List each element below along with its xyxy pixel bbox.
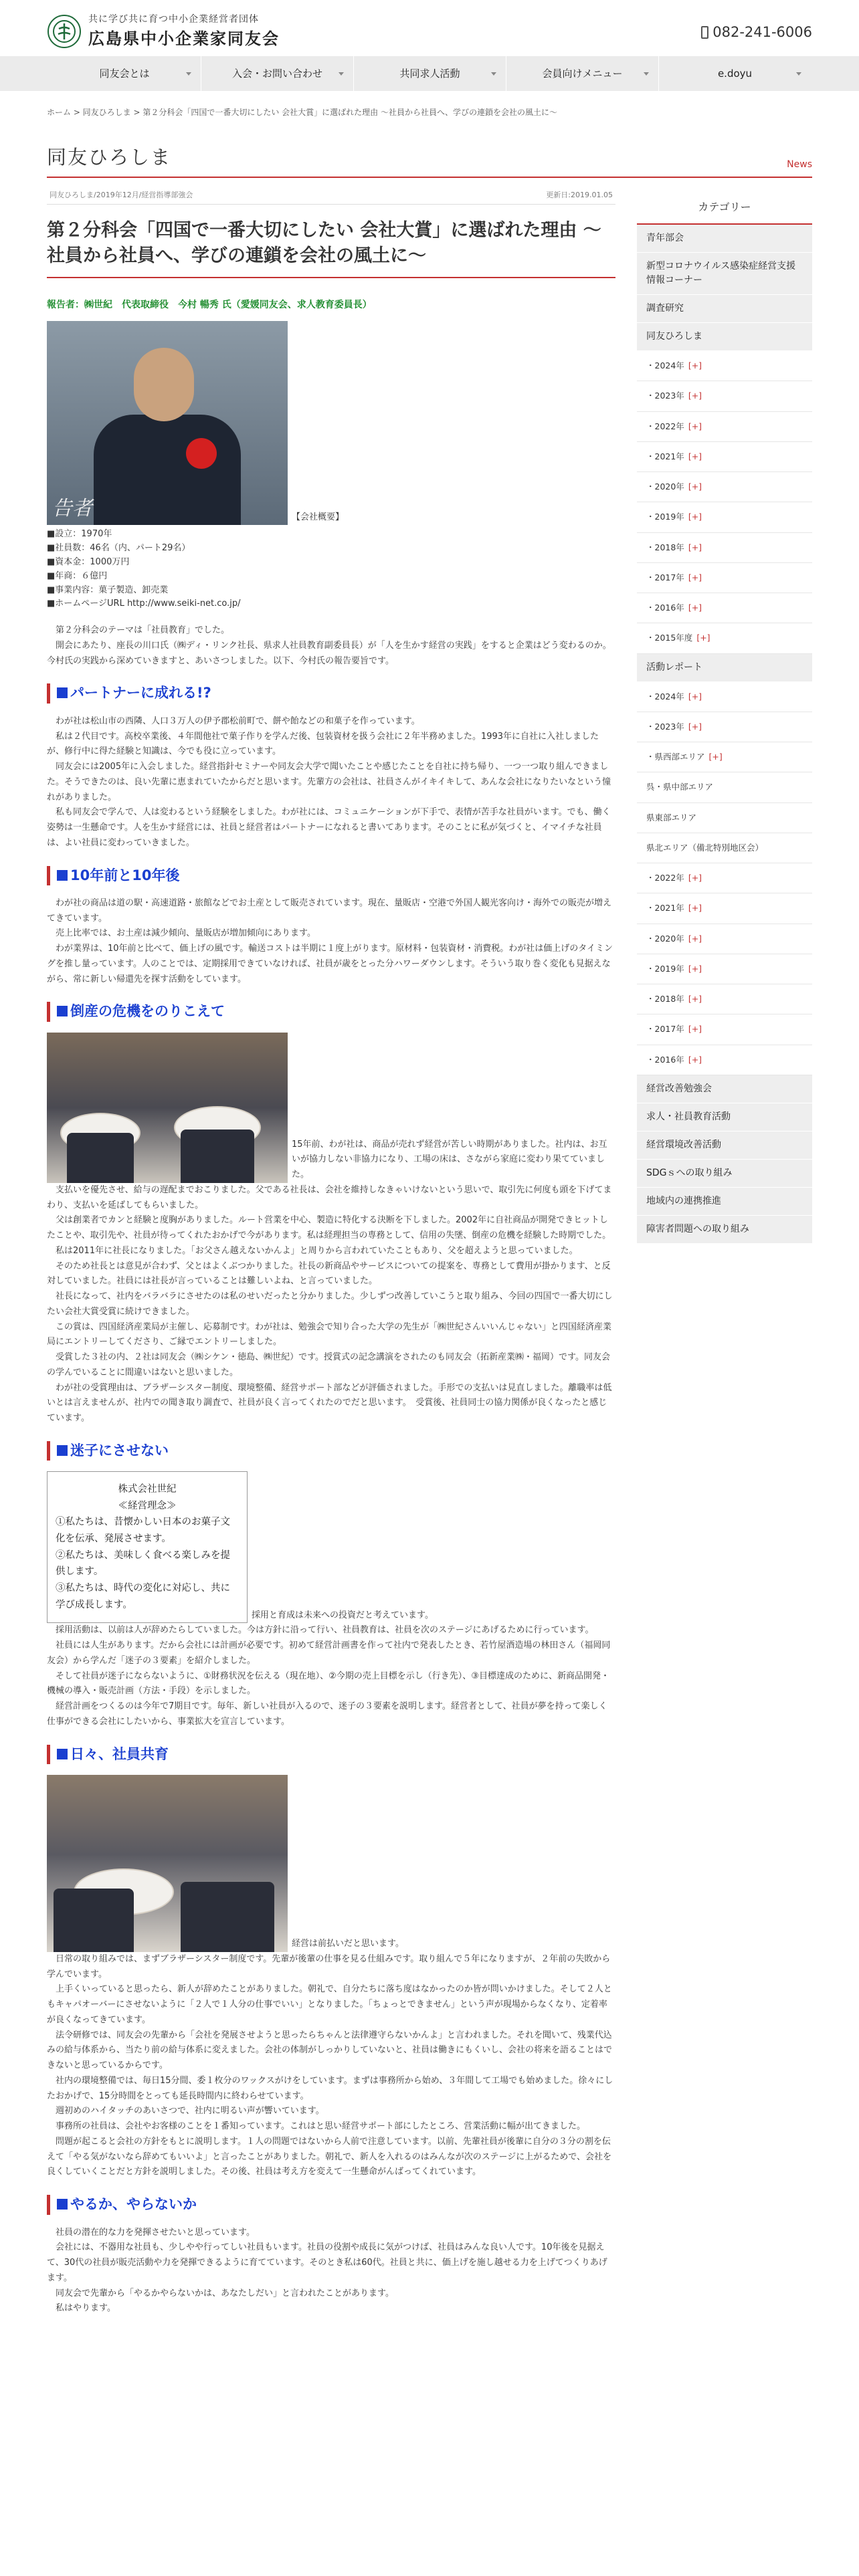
company-sales: ■年商：６億円	[47, 570, 108, 581]
session-caption: 経営は前払いだと思います。	[292, 1939, 404, 1949]
title-divider	[47, 177, 812, 178]
philosophy-caption: 採用と育成は未来への投資だと考えています。	[252, 1610, 434, 1620]
body-paragraph: 私も同友会で学んで、人は変わるという経験をしました。わが社には、コミュニケーションが下手で、表情が苦手な社員がいます。でも、働く姿勢は一生懸命です。人を生かす経営には、社員と経営者はパートナーになれると書いてあります。そのことに私が気づくと、イマイチな社員は、よい社員に変わっていきました。	[47, 807, 611, 848]
sidebar-year[interactable]: ・2018年 [+]	[637, 533, 812, 563]
expand-icon: [+]	[688, 421, 702, 431]
nav-item-member-menu[interactable]: 会員向けメニュー	[506, 56, 658, 91]
expand-icon: [+]	[688, 873, 702, 883]
body-paragraph: 受賞した３社の内、２社は同友会（㈱シケン・徳島、㈱世紀）です。授賞式の記念講演をされたのも同友会（拓新産業㈱・福岡）です。同友会の学んでいることに間違いはないと思いました。	[47, 1352, 611, 1378]
body-paragraph: 経営計画をつくるのは今年で7期目です。毎年、新しい社員が入るので、迷子の３要素を説明します。経営者として、社員が夢を持って楽しく仕事ができる会社にしたいから、事業拡大を宣言しています。	[47, 1701, 607, 1727]
sidebar-year[interactable]: ・2021年 [+]	[637, 893, 812, 924]
expand-icon: [+]	[688, 451, 702, 461]
body-paragraph: 問題が起こると会社の方針をもとに説明します。１人の問題ではないから人前で注意しています。以前、先輩社員が後輩に自分の３分の割を伝えて「やる気がないなら辞めてもいいよ」と言ったことがありました。朝礼で、新人を入れるのはみんなが次のステージに上がるためで、会社を良くしていくことだと方針を説明しました。その後、社員は考え方を変えて一生懸命がんばってくれています。	[47, 2136, 611, 2177]
expand-icon: [+]	[688, 542, 702, 552]
company-capital: ■資本金：1000万円	[47, 556, 130, 567]
philosophy-item: ①私たちは、昔懐かしい日本のお菓子文化を伝承、発展させます。	[56, 1517, 230, 1545]
section-heading: 迷子にさせない	[47, 1441, 615, 1461]
sidebar-year[interactable]: ・2016年 [+]	[637, 593, 812, 623]
body-paragraph: 支払いを優先させ、給与の遅配までおこりました。父である社長は、会社を維持しなきゃいけないという思いで、取引先に何度も頭を下げてまわり、支払いを延ばしてもらいました。	[47, 1184, 612, 1210]
sidebar-year[interactable]: ・2016年 [+]	[637, 1045, 812, 1075]
attendees	[67, 1133, 134, 1183]
speaker-body	[94, 415, 241, 525]
body-paragraph: 売上比率では、お土産は減少傾向、量販店が増加傾向にあります。	[56, 928, 316, 939]
sidebar-item-sdgs[interactable]: SDGｓへの取り組み	[637, 1160, 812, 1188]
body-paragraph: 私は２代目です。高校卒業後、４年間他社で菓子作りを学んだ後、包装資材を扱う会社に２年半務めました。1993年に自社に入社しましたが、修行中に得た経験と知識は、今でも役に立っています。	[47, 731, 599, 757]
site-header	[0, 0, 859, 56]
sidebar-item-recruit[interactable]: 求人・社員教育活動	[637, 1103, 812, 1132]
square-icon	[57, 870, 68, 881]
intro-paragraph: 第２分科会のテーマは「社員教育」でした。	[56, 625, 230, 636]
breadcrumb[interactable]: ホーム > 同友ひろしま > 第２分科会「四国で一番大切にしたい 会社大賞」に選ばれた理由 ～社員から社員へ、学びの連鎖を会社の風土に～	[47, 108, 558, 117]
section-heading: パートナーに成れる!?	[47, 683, 615, 703]
square-icon	[57, 1445, 68, 1456]
body-paragraph: 私はやります。	[56, 2303, 116, 2314]
sidebar-year[interactable]: ・2015年度 [+]	[637, 623, 812, 653]
body-paragraph: 社員の潜在的な力を発揮させたいと思っています。	[56, 2227, 255, 2238]
site-tagline: 共に学び共に育つ中小企業経営者団体	[88, 14, 259, 25]
banquet-photo	[47, 1033, 288, 1183]
sidebar-year[interactable]: ・2019年 [+]	[637, 502, 812, 532]
sidebar-item-regional[interactable]: 地域内の連携推進	[637, 1188, 812, 1216]
company-employees: ■社員数：46名（内、パート29名）	[47, 543, 191, 554]
nav-item-join[interactable]: 入会・お問い合わせ	[201, 56, 353, 91]
expand-icon: [+]	[688, 391, 702, 401]
expand-icon: [+]	[688, 994, 702, 1004]
session-photo	[47, 1775, 288, 1952]
section-heading: やるか、やらないか	[47, 2195, 615, 2214]
expand-icon: [+]	[688, 721, 702, 732]
body-paragraph: わが社は松山市の西隣、人口３万人の伊予郡松前町で、餅や飴などの和菓子を作っています。	[56, 716, 420, 726]
intro-paragraph: 開会にあたり、座長の川口氏（㈱ディ・リンク社長、県求人社員教育副委員長）が「人を生かす経営の実践」をすると企業はどう変わるのか。今村氏の実践から深めていきますと、あいさつしました。以下、今村氏の報告要旨です。	[47, 640, 611, 666]
article	[47, 187, 615, 2317]
speaker-photo	[47, 321, 288, 525]
square-icon	[57, 1749, 68, 1759]
body-paragraph: わが社の受賞理由は、ブラザーシスター制度、環境整備、経営サポート部などが評価されました。手形での支払いは見直しました。離職率は低いとは言えませんが、社内での聞き取り調査で、社員が良く言ってくれたのでだと思います。 受賞後、社員同士の協力関係が良くなったと感じています。	[47, 1382, 612, 1424]
sidebar-year[interactable]: ・2023年 [+]	[637, 712, 812, 742]
page-title-en: News	[787, 159, 812, 170]
attendees	[54, 1889, 134, 1952]
philosophy-item: ③私たちは、時代の変化に対応し、共に学び成長します。	[56, 1583, 230, 1610]
phone-number[interactable]	[701, 20, 812, 45]
attendees	[181, 1130, 254, 1183]
sidebar-year[interactable]: ・2017年 [+]	[637, 1014, 812, 1045]
company-info	[47, 528, 615, 611]
sidebar-year[interactable]: ・2019年 [+]	[637, 954, 812, 984]
expand-icon: [+]	[688, 691, 702, 702]
body-paragraph: 同友会には2005年に入会しました。経営指針セミナーや同友会大学で聞いたことや感じたことを自社に持ち帰り、一つ一つ取り組んできました。そうできたのは、良い先輩に恵まれていたからだと思います。先輩方の会社は、社員さんがイキイキして、あんな会社になりたいなという憧れがありました。	[47, 762, 611, 802]
expand-icon: [+]	[708, 752, 723, 762]
body-paragraph: そのため社長とは意見が合わず、父とはよくぶつかりました。社長の新商品やサービスについての提案を、専務として費用が掛かります、と反対していました。社員には社長が言っていることは難しいよね、と言っていました。	[47, 1261, 611, 1287]
company-business: ■事業内容：菓子製造、卸売業	[47, 584, 169, 595]
sidebar-year[interactable]: ・2020年 [+]	[637, 924, 812, 954]
speaker-head	[134, 348, 194, 421]
phone-text: 082-241-6006	[712, 24, 812, 40]
management-philosophy	[47, 1471, 248, 1623]
section-heading: 倒産の危機をのりこえて	[47, 1002, 615, 1021]
sidebar-area-link[interactable]: 県東部エリア	[637, 803, 812, 833]
sidebar-title: カテゴリー	[637, 194, 812, 225]
sidebar	[637, 194, 812, 1244]
body-paragraph: わが社の商品は道の駅・高速道路・旅館などでお土産として販売されています。現在、量販店・空港で外国人観光客向け・海外での販売が増えてきています。	[47, 897, 611, 924]
section-heading: 日々、社員共育	[47, 1745, 615, 1764]
body-paragraph: わが業界は、10年前と比べて、価上げの風です。輸送コストは半期に１度上がります。原材料・包装資材・消費税。わが社は価上げのタイミングを推し量っています。人のことでは、定期採用できていなければ、社員が歳をとった分ハワーダウンします。そういう取り巻く変化も見据えながら、常に新しい帰還先を探す活動をしています。	[47, 944, 613, 984]
body-paragraph: そして社員が迷子にならないように、①財務状況を伝える（現在地）、②今期の売上目標を示し（行き先）、③目標達成のために、新商品開発・機械の導入・販売計画（方法・手段）を示しました。	[47, 1671, 609, 1697]
expand-icon: [+]	[688, 512, 702, 522]
body-paragraph: 社内の環境整備では、毎日15分間、委１枚分のワックスがけをしています。まずは事務所から始め、３年間して工場でも始めました。徐々にしたおかげで、15分時間をとっても延長時間内に終わらせています。	[47, 2075, 613, 2101]
philosophy-title: ≪経営理念≫	[118, 1500, 177, 1511]
site-name[interactable]: 広島県中小企業家同友会	[88, 29, 280, 48]
expand-icon: [+]	[688, 1024, 702, 1035]
sidebar-year[interactable]: ・2018年 [+]	[637, 984, 812, 1014]
body-paragraph: 事務所の社員は、会社やお客様のことを１番知っています。これはと思い経営サポート部にしたところ、営業活動に幅が出てきました。	[56, 2121, 585, 2132]
section-heading: 10年前と10年後	[47, 866, 615, 885]
square-icon	[57, 687, 68, 698]
banquet-photo-row	[47, 1033, 615, 1183]
body-paragraph: 社員には人生があります。だから会社には計画が必要です。初めて経営計画書を作って社内で発表したとき、若竹屋酒造場の林田さん（福岡同友会）から学んだ「迷子の３要素」を紹介しました。	[47, 1640, 611, 1666]
square-icon	[57, 2199, 68, 2210]
body-paragraph: この賞は、四国経済産業局が主催し、応募制です。わが社は、勉強会で知り合った大学の先生が「㈱世紀さんいいんじゃない」と四国経済産業局にエントリーしてくださり、ご縁でエントリーしました。	[47, 1321, 611, 1348]
expand-icon: [+]	[688, 1054, 702, 1065]
sidebar-item-activity-report[interactable]: 活動レポート	[637, 654, 812, 682]
expand-icon: [+]	[688, 933, 702, 944]
company-established: ■設立：1970年	[47, 529, 112, 540]
body-paragraph: 週初めのハイタッチのあいさつで、社内に明るい声が響いています。	[56, 2106, 324, 2117]
sidebar-year[interactable]: ・2017年 [+]	[637, 563, 812, 593]
philosophy-item: ②私たちは、美味しく食べる楽しみを提供します。	[56, 1549, 230, 1578]
reporter: 報告者：㈱世紀 代表取締役 今村 暢秀 氏（愛媛同友会、求人教育委員長）	[47, 299, 372, 310]
expand-icon: [+]	[688, 603, 702, 613]
article-updated: 更新日:2019.01.05	[546, 191, 613, 199]
sidebar-year[interactable]: ・2021年 [+]	[637, 442, 812, 472]
sidebar-area[interactable]: ・県西部エリア [+]	[637, 742, 812, 772]
article-meta	[47, 187, 615, 205]
body-paragraph: 社長になって、社内をバラバラにさせたのは私のせいだったと分かりました。少しずつ改善していこうと取り組み、今回の四国で一番大切にしたい会社大賞受賞に続けできました。	[47, 1291, 613, 1317]
nav-item-recruit[interactable]: 共同求人活動	[353, 56, 506, 91]
expand-icon: [+]	[696, 633, 710, 643]
logo-icon[interactable]	[47, 15, 81, 48]
square-icon	[57, 1006, 68, 1016]
sidebar-item-environment[interactable]: 経営環境改善活動	[637, 1132, 812, 1160]
nav-item-about[interactable]: 同友会とは	[48, 56, 201, 91]
sidebar-item-disability[interactable]: 障害者問題への取り組み	[637, 1216, 812, 1244]
banquet-caption: 15年前、わが社は、商品が売れず経営が苦しい時期がありました。社内は、お互いが協力しない非協力になり、工場の床は、さながら家庭に変わり果てていました。	[292, 1139, 607, 1180]
nav-item-edoyu[interactable]: e.doyu	[658, 56, 811, 91]
expand-icon: [+]	[688, 963, 702, 974]
sidebar-item-youth[interactable]: 青年部会	[637, 225, 812, 253]
philosophy-row	[47, 1471, 615, 1623]
sidebar-year[interactable]: ・2024年 [+]	[637, 351, 812, 381]
session-photo-row	[47, 1775, 615, 1952]
phone-icon	[701, 26, 708, 39]
photo-sign: 告者	[52, 497, 92, 521]
body-paragraph: 上手くいっていると思ったら、新人が辞めたことがありました。朝礼で、自分たちに落ち度はなかったのか皆が問いかけました。そして２人ともキャパオーバーにさせないように「２人で１人分の仕事でいい」となりました。「ちょっとできません」という声が現場からなくなり、定着率が良くなってきています。	[47, 1984, 612, 2025]
sidebar-year[interactable]: ・2022年 [+]	[637, 863, 812, 893]
speaker-photo-row	[47, 321, 615, 525]
sidebar-item-improvement[interactable]: 経営改善勉強会	[637, 1075, 812, 1103]
philosophy-company: 株式会社世紀	[118, 1484, 177, 1495]
company-url[interactable]: ■ホームページURL http://www.seiki-net.co.jp/	[47, 599, 241, 609]
sidebar-year[interactable]: ・2020年 [+]	[637, 472, 812, 502]
body-paragraph: 同友会で先輩から「やるかやらないかは、あなたしだい」と言われたことがあります。	[56, 2288, 394, 2298]
expand-icon: [+]	[688, 481, 702, 492]
expand-icon: [+]	[688, 360, 702, 370]
sidebar-area-link[interactable]: 呉・県中部エリア	[637, 772, 812, 802]
sidebar-area-link[interactable]: 県北エリア（備北特別地区会）	[637, 833, 812, 863]
article-title: 第２分科会「四国で一番大切にしたい 会社大賞」に選ばれた理由 ～社員から社員へ、学びの連鎖を会社の風土に～	[47, 218, 615, 278]
expand-icon: [+]	[688, 572, 702, 582]
body-paragraph: 法令研修では、同友会の先輩から「会社を発展させようと思ったらちゃんと法律遵守らないかんよ」と言われました。それを聞いて、残業代込みの給与体系から、当たり前の給与体系に変えました。会社の体制がしっかりしていないと、社員は働きにもくいし、会社の将来を語ることはできないと思っているからです。	[47, 2030, 613, 2071]
body-paragraph: 採用活動は、以前は人が辞めたらしていました。今は方針に沿って行い、社員教育は、社員を次のステージにあげるために行っています。	[56, 1625, 594, 1636]
sidebar-item-research[interactable]: 調査研究	[637, 295, 812, 323]
body-paragraph: 会社には、不器用な社員も、少しやや行ってしい社員もいます。社員の役割や成長に気がつけば、社員はみんな良い人です。10年後を見据えて、30代の社員が販売活動や力を発揮できるように育てています。そのとき私は60代。社員と共に、価上げを施し越せる力を上げてつくりあげます。	[47, 2242, 607, 2283]
body-paragraph: 日常の取り組みでは、まずブラザーシスター制度です。先輩が後輩の仕事を見る仕組みです。取り組んで５年になりますが、２年前の失敗から学んでいます。	[47, 1953, 611, 1979]
attendees	[181, 1882, 274, 1952]
expand-icon: [+]	[688, 903, 702, 914]
sidebar-item-doyu-hiroshima[interactable]: 同友ひろしま	[637, 323, 812, 351]
sidebar-year[interactable]: ・2024年 [+]	[637, 682, 812, 712]
body-paragraph: 父は創業者でカンと経験と度胸がありました。ルート営業を中心、製造に特化する決断を下しました。2002年に自社商品が開発できヒットしたことや、取引先や、社員が待ってくれたおかげで今があります。私は経理担当の専務として、信用の失墜、倒産の危機を経験した時期でした。	[47, 1215, 611, 1241]
main-nav	[0, 56, 859, 91]
company-label: 【会社概要】	[292, 512, 345, 522]
sidebar-year[interactable]: ・2022年 [+]	[637, 412, 812, 442]
article-category[interactable]: 同友ひろしま/2019年12月/経営指導部強会	[50, 191, 193, 199]
page-title: 同友ひろしま	[47, 146, 172, 169]
sidebar-year[interactable]: ・2023年 [+]	[637, 381, 812, 411]
body-paragraph: 私は2011年に社長になりました。「お父さん越えないかんよ」と周りから言われていたこともあり、父を超えようと思っていました。	[56, 1245, 578, 1256]
sidebar-item-covid[interactable]: 新型コロナウイルス感染症経営支援情報コーナー	[637, 253, 812, 295]
